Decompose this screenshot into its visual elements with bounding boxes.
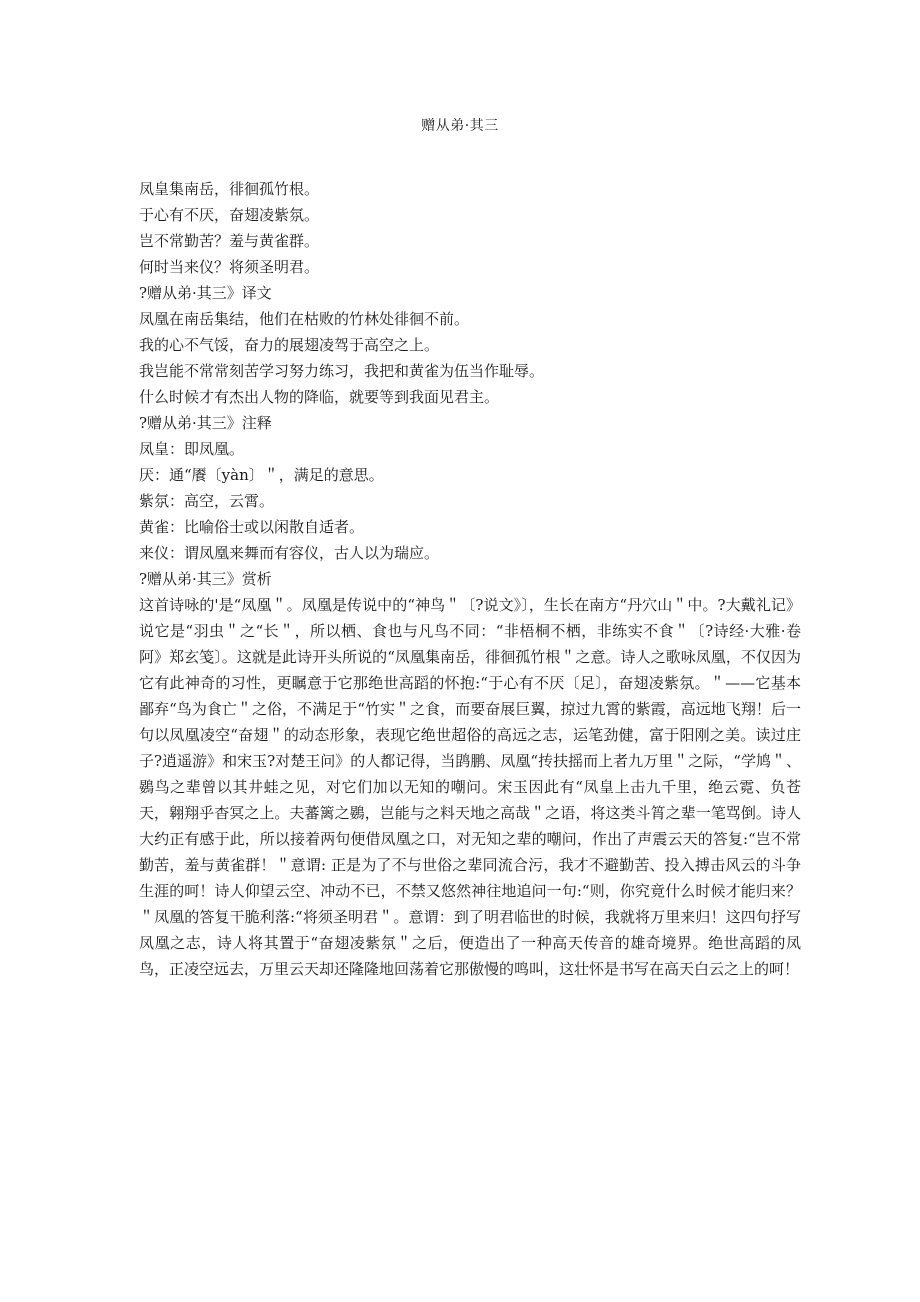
note-line: 黄雀：比喻俗士或以闲散自适者。	[139, 518, 365, 536]
document-body	[139, 176, 801, 982]
poem-line: 于心有不厌，奋翅凌紫氛。	[139, 206, 320, 224]
translation-line: 凤凰在南岳集结，他们在枯败的竹林处徘徊不前。	[139, 310, 470, 328]
document-title: 赠从弟·其三	[421, 118, 499, 134]
translation-line: 我的心不气馁，奋力的展翅凌驾于高空之上。	[139, 336, 440, 354]
poem-line: 岂不常勤苦？羞与黄雀群。	[139, 232, 320, 250]
note-line: 厌：通“餍〔yàn〕＂，满足的意思。	[139, 466, 384, 484]
appreciation-heading: ?赠从弟·其三》赏析	[139, 570, 272, 588]
translation-heading: ?赠从弟·其三》译文	[139, 284, 272, 302]
translation-line: 我岂能不常常刻苦学习努力练习，我把和黄雀为伍当作耻辱。	[139, 362, 545, 380]
notes-heading: ?赠从弟·其三》注释	[139, 414, 272, 432]
translation-line: 什么时候才有杰出人物的降临，就要等到我面见君主。	[139, 388, 500, 406]
note-line: 凤皇：即凤凰。	[139, 440, 245, 458]
appreciation-paragraph: 这首诗咏的'是“凤凰＂。凤凰是传说中的“神鸟＂〔?说文》〕，生长在南方“丹穴山＂中。?大戴礼记》说它是“羽虫＂之“长＂，所以栖、食也与凡鸟不同：“非梧桐不栖，非练实不食＂〔?诗经·大雅·卷阿》郑玄笺〕。这就是此诗开头所说的“凤凰集南岳，徘徊孤竹根＂之意。诗人之歌咏凤凰，不仅因为它有此神奇的习性，更瞩意于它那绝世高蹈的怀抱:“于心有不厌〔足〕，奋翅凌紫氛。＂——它基本鄙弃“鸟为食亡＂之俗，不满足于“竹实＂之食，而要奋展巨翼，掠过九霄的紫霞，高远地飞翔！后一句以凤凰凌空“奋翅＂的动态形象，表现它绝世超俗的高远之志，运笔劲健，富于阳刚之美。读过庄子?逍遥游》和宋玉?对楚王问》的人都记得，当鹍鹏、凤凰“抟扶摇而上者九万里＂之际，“学鸠＂、鷃鸟之辈曾以其井蛙之见，对它们加以无知的嘲问。宋玉因此有“凤皇上击九千里，绝云霓、负苍天，翱翔乎杳冥之上。夫蕃篱之鷃，岂能与之料天地之高哉＂之语，将这类斗筲之辈一笔骂倒。诗人大约正有感于此，所以接着两句便借凤凰之口，对无知之辈的嘲问，作出了声震云天的答复:“岂不常勤苦，羞与黄雀群！＂意谓: 正是为了不与世俗之辈同流合污，我才不避勤苦、投入搏击风云的斗争生涯的呵！诗人仰望云空、冲动不已，不禁又悠然神往地追问一句:“则，你究竟什么时候才能归来？＂凤凰的答复干脆利落:“将须圣明君＂。意谓：到了明君临世的时候，我就将万里来归！这四句抒写凤凰之志，诗人将其置于“奋翅凌紫氛＂之后，便造出了一种高天传音的雄奇境界。绝世高蹈的凤鸟，正凌空远去，万里云天却还隆隆地回荡着它那傲慢的鸣叫，这壮怀是书写在高天白云之上的呵！	[139, 596, 801, 978]
poem-line: 何时当来仪？将须圣明君。	[139, 258, 320, 276]
note-line: 来仪：谓凤凰来舞而有容仪，古人以为瑞应。	[139, 544, 440, 562]
poem-line: 凤皇集南岳，徘徊孤竹根。	[139, 180, 320, 198]
note-line: 紫氛：高空，云霄。	[139, 492, 275, 510]
